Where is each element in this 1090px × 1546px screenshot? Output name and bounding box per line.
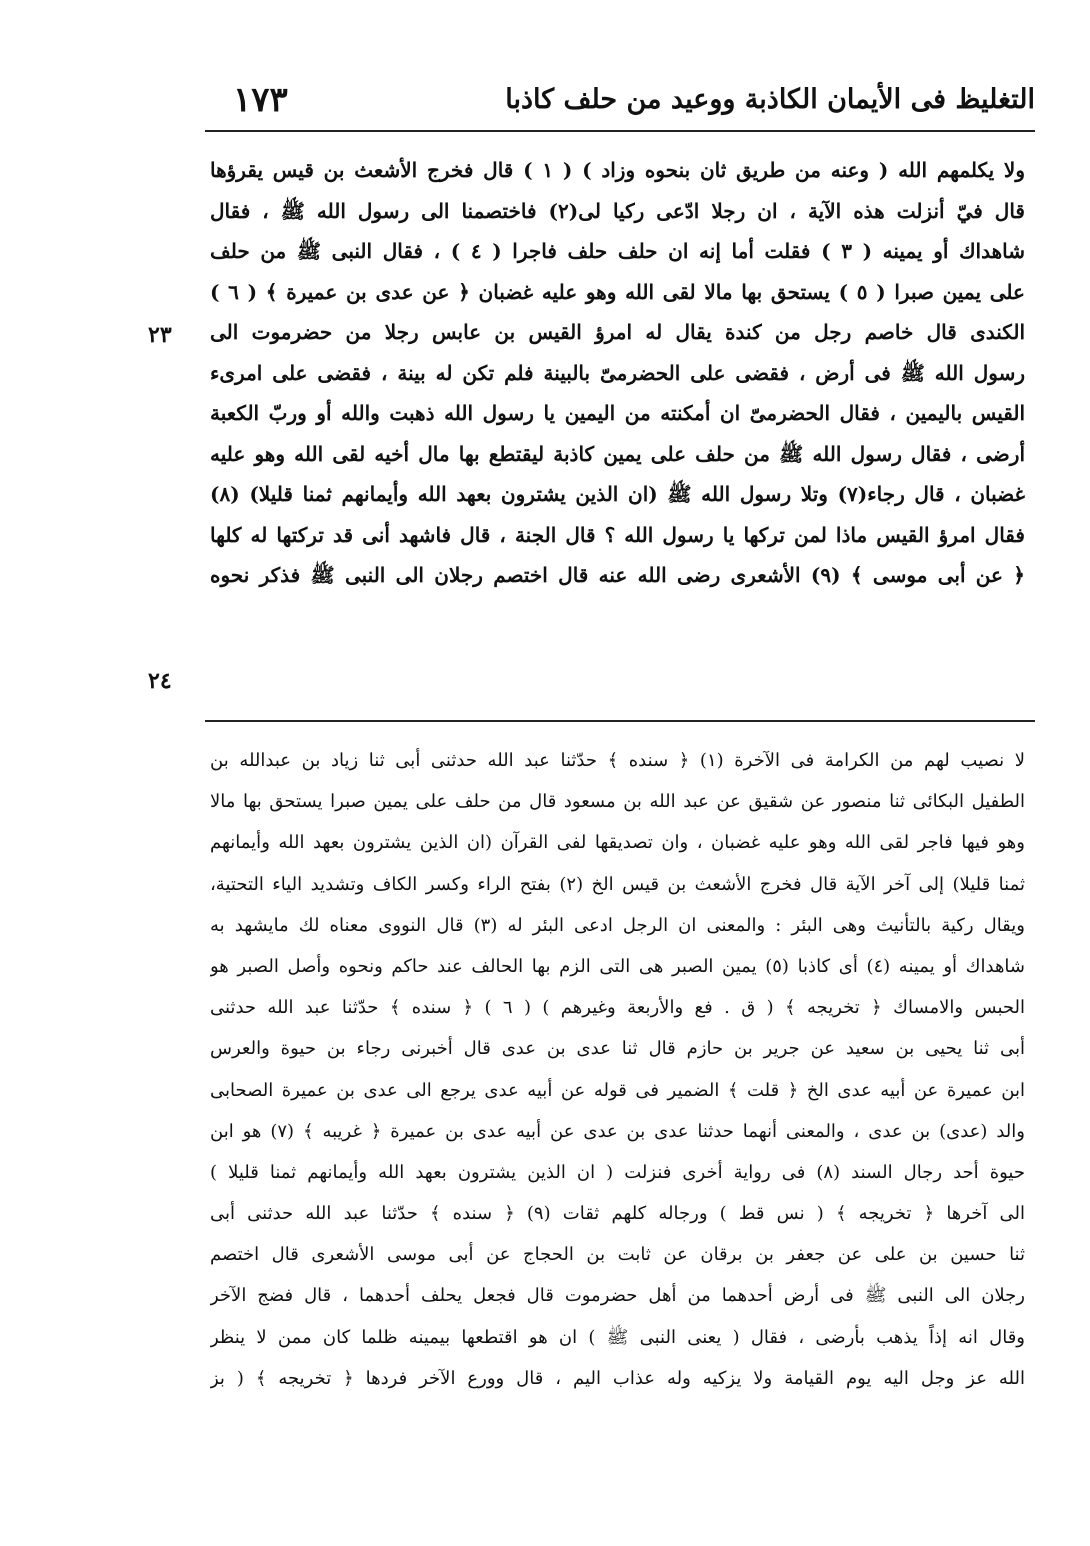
footnotes-block <box>210 740 1025 1399</box>
footnote-line: ابن عميرة عن أبيه عدى الخ ﴿ قلت ﴾ الضمير فى قوله عن أبيه عدى يرجع الى عدى بن عميرة الصحابى <box>210 1079 1025 1101</box>
footnote-line: والد (عدى) بن عدى ، والمعنى أنهما حدثنا عدى بن عدى عن أبيه عدى بن عميرة ﴿ غريبه ﴾ (٧) هو ابن <box>210 1120 1025 1142</box>
footnote-line: وهو فيها فاجر لقى الله وهو عليه غضبان ، وان تصديقها لفى القرآن (ان الذين يشترون بعهد الله وأيمانهم <box>210 832 1025 854</box>
footnote-line: الطفيل البكائى ثنا منصور عن شقيق عن عبد الله بن مسعود قال من حلف على يمين صبرا يستحق بها مالا <box>210 791 1025 813</box>
footnote-line: وقال انه إذاً يذهب بأرضى ، فقال ( يعنى النبى ﷺ ) ان هو اقتطعها بيمينه ظلما كان ممن لا ينظر <box>210 1326 1025 1348</box>
main-text-block <box>210 150 1025 596</box>
main-text-line: شاهداك أو يمينه ( ٣ ) فقلت أما إنه ان حلف حلف فاجرا ( ٤ ) ، فقال النبى ﷺ من حلف <box>210 239 1025 263</box>
footnote-line: ويقال ركية بالتأنيث وهى البئر : والمعنى ان الرجل ادعى البئر له (٣) قال النووى معناه لك مايشهد به <box>210 914 1025 936</box>
footnote-line: رجلان الى النبى ﷺ فى أرض أحدهما من أهل حضرموت قال فجعل يحلف أحدهما ، قال فضج الآخر <box>210 1285 1025 1307</box>
main-text-line: ولا يكلمهم الله ( وعنه من طريق ثان بنحوه وزاد ) ( ١ ) قال فخرج الأشعث بن قيس يقرؤها <box>210 158 1025 182</box>
page-number: ١٧٣ <box>233 80 288 120</box>
main-text-line: قال فيّ أنزلت هذه الآية ، ان رجلا ادّعى ركيا لى(٢) فاختصمنا الى رسول الله ﷺ ، فقال <box>210 198 1025 223</box>
footnote-line: لا نصيب لهم من الكرامة فى الآخرة (١) ﴿ سنده ﴾ حدّثنا عبد الله حدثنى أبى ثنا زياد بن عبدالله بن <box>210 750 1025 771</box>
margin-hadith-number: ٢٤ <box>148 668 172 694</box>
header-divider <box>205 130 1035 132</box>
footnote-line: الله عز وجل اليه يوم القيامة ولا يزكيه وله عذاب اليم ، قال وورع الآخر فردها ﴿ تخريجه ﴾ ( بز <box>210 1367 1025 1389</box>
main-text-line: الكندى قال خاصم رجل من كندة يقال له امرؤ القيس بن عابس رجلا من حضرموت الى <box>210 320 1025 344</box>
main-text-line: رسول الله ﷺ فى أرض ، فقضى على الحضرمىّ بالبينة فلم تكن له بينة ، فقضى على امرىء <box>210 360 1025 385</box>
margin-hadith-number: ٢٣ <box>148 322 172 348</box>
footnote-line: حيوة أحد رجال السند (٨) فى رواية أخرى فنزلت ( ان الذين يشترون بعهد الله وأيمانهم ثمنا قليلا ) <box>210 1161 1025 1183</box>
footnote-line: ثنا حسين بن على عن جعفر بن برقان عن ثابت بن الحجاج عن أبى موسى الأشعرى قال اختصم <box>210 1244 1025 1266</box>
main-text-line: ﴿ عن أبى موسى ﴾ (٩) الأشعرى رضى الله عنه قال اختصم رجلان الى النبى ﷺ فذكر نحوه <box>210 563 1025 587</box>
footnote-line: الحبس والامساك ﴿ تخريجه ﴾ ( ق . فع والأربعة وغيرهم ) ( ٦ ) ﴿ سنده ﴾ حدّثنا عبد الله حدثنى <box>210 997 1025 1019</box>
main-text-line: فقال امرؤ القيس ماذا لمن تركها يا رسول الله ؟ قال الجنة ، قال فاشهد أنى قد تركتها له كلها <box>210 522 1025 547</box>
footnote-line: أبى ثنا يحيى بن سعيد عن جرير بن حازم قال ثنا عدى بن عدى قال أخبرنى رجاء بن حيوة والعرس <box>210 1038 1025 1060</box>
main-text-line: على يمين صبرا ( ٥ ) يستحق بها مالا لقى الله وهو عليه غضبان ﴿ عن عدى بن عميرة ﴾ ( ٦ ) <box>210 279 1025 304</box>
footnote-line: ثمنا قليلا) إلى آخر الآية قال فخرج الأشعث بن قيس الخ (٢) بفتح الراء وكسر الكاف وتشديد الياء التحتية، <box>210 873 1025 895</box>
footnote-divider <box>205 720 1035 722</box>
page-header <box>205 78 1035 128</box>
footnote-line: الى آخرها ﴿ تخريجه ﴾ ( نس قط ) ورجاله كلهم ثقات (٩) ﴿ سنده ﴾ حدّثنا عبد الله حدثنى أبى <box>210 1203 1025 1225</box>
main-text-line: أرضى ، فقال رسول الله ﷺ من حلف على يمين كاذبة ليقتطع بها مال أخيه لقى الله وهو عليه <box>210 441 1025 466</box>
main-text-line: غضبان ، قال رجاء(٧) وتلا رسول الله ﷺ (ان الذين يشترون بعهد الله وأيمانهم ثمنا قليلا) (٨) <box>210 482 1025 506</box>
main-text-line: القيس باليمين ، فقال الحضرمىّ ان أمكنته من اليمين يا رسول الله ذهبت والله أو وربّ الكعبة <box>210 401 1025 425</box>
running-title: التغليظ فى الأيمان الكاذبة ووعيد من حلف كاذبا <box>505 84 1035 115</box>
footnote-line: شاهداك أو يمينه (٤) أى كاذبا (٥) يمين الصبر هى التى الزم بها الحالف عند حاكم ونحوه وأصل الصبر هو <box>210 955 1025 977</box>
